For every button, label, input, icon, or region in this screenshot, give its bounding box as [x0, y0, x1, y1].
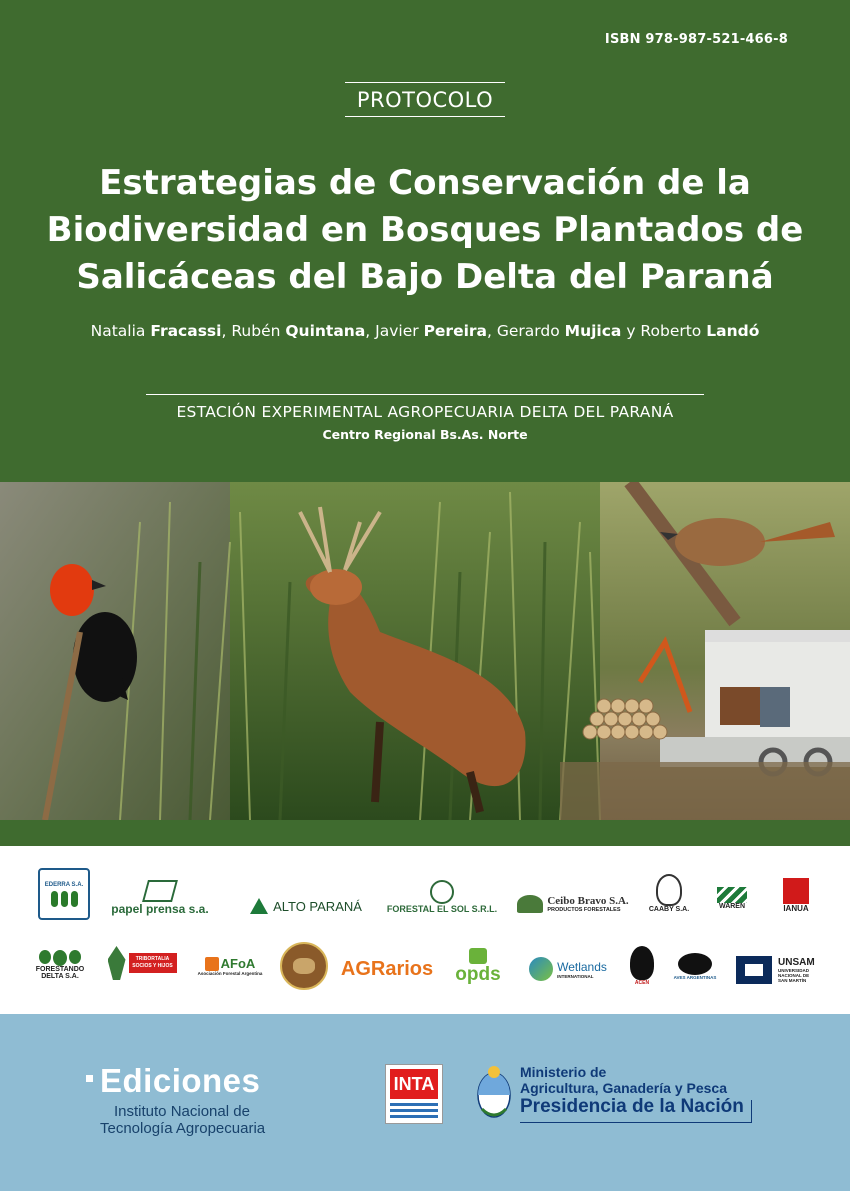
ceibo-tree-icon: [517, 895, 543, 913]
oak-leaf-icon: [108, 946, 126, 980]
agrarios-logo: AGRarios: [340, 957, 434, 980]
unsam-logo: UNSAM UNIVERSIDAD NACIONAL DE SAN MARTÍN: [778, 957, 815, 983]
series-label: PROTOCOLO: [345, 82, 505, 117]
station-name: ESTACIÓN EXPERIMENTAL AGROPECUARIA DELTA DEL PARANÁ: [176, 403, 674, 421]
national-emblem-icon: [474, 1063, 514, 1123]
publisher-line-2: Tecnología Agropecuaria: [100, 1120, 266, 1137]
unsam-book-icon: [745, 964, 763, 976]
book-title: [40, 160, 810, 301]
aves-argentinas-logo: AVES ARGENTINAS: [672, 944, 718, 988]
divider: [146, 394, 704, 395]
inta-logo: [385, 1064, 443, 1124]
cover-photo-collage: [0, 482, 850, 820]
opds-logo: opds: [448, 946, 508, 988]
waren-icon: [717, 887, 747, 903]
ceibo-bravo-logo: Ceibo Bravo S.A. PRODUCTOS FORESTALES: [512, 890, 634, 918]
acen-logo: ACEN: [624, 942, 660, 990]
caaby-logo: CAABY S.A.: [650, 868, 688, 918]
author: Roberto Landó: [640, 322, 760, 340]
afoa-logo: AFoA Asociación Forestal Argentina: [197, 956, 263, 976]
unsam-emblem: [736, 956, 772, 984]
trinorte-logo: TRIBORTALIA SOCIOS Y HIJOS: [104, 942, 180, 984]
green-band: [0, 820, 850, 846]
forestando-logo: FORESTANDO DELTA S.A.: [30, 942, 90, 988]
inta-stripes: [390, 1103, 438, 1119]
inta-wordmark: INTA: [390, 1069, 438, 1099]
deer-emblem-icon: [293, 958, 315, 974]
regional-center: Centro Regional Bs.As. Norte: [322, 427, 528, 442]
ianua-logo: IANUA: [776, 872, 816, 918]
author: Javier Pereira,: [375, 322, 497, 340]
cover-header: [0, 0, 850, 482]
opds-icon: [469, 948, 487, 964]
wetlands-icon: [529, 957, 553, 981]
title-line: Biodiversidad en Bosques Plantados de: [46, 210, 804, 250]
wetlands-logo: Wetlands INTERNATIONAL: [522, 954, 614, 984]
title-line: Estrategias de Conservación de la: [99, 163, 751, 203]
ministry-side-rule: [751, 1100, 752, 1123]
presidency: Presidencia de la Nación: [520, 1096, 744, 1117]
ministry-underline: [520, 1122, 752, 1123]
papel-prensa-logo: papel prensa s.a.: [104, 876, 216, 920]
bird-eye-icon: [678, 953, 712, 975]
sun-icon: [430, 880, 454, 904]
forestal-el-sol-logo: FORESTAL EL SOL S.R.L.: [392, 874, 492, 920]
ministry-title: Ministerio de Agricultura, Ganadería y Pesca: [520, 1064, 727, 1096]
sponsor-logos: [0, 846, 850, 1014]
deer-emblem-logo: [280, 942, 328, 990]
author: Gerardo Mujica y: [496, 322, 641, 340]
isbn: ISBN 978-987-521-466-8: [604, 32, 788, 47]
ediciones-bullet: [86, 1075, 93, 1082]
publisher-line-1: Instituto Nacional de: [114, 1103, 250, 1120]
authors: [0, 322, 850, 340]
waren-logo: WAREN: [708, 878, 756, 918]
ederra-logo: EDERRA S.A.: [38, 868, 90, 920]
leaf-icon: [656, 874, 682, 906]
papel-prensa-icon: [142, 880, 178, 902]
author: Rubén Quintana,: [231, 322, 376, 340]
ianua-icon: [783, 878, 809, 904]
title-line: Salicáceas del Bajo Delta del Paraná: [76, 257, 774, 297]
photo-collage: [0, 482, 850, 820]
alto-parana-logo: ALTO PARANÁ: [236, 894, 376, 918]
publisher-name: Ediciones: [100, 1062, 261, 1099]
author: Natalia Fracassi,: [90, 322, 232, 340]
animal-silhouette-icon: [630, 946, 654, 980]
tree-icon: [250, 898, 268, 914]
